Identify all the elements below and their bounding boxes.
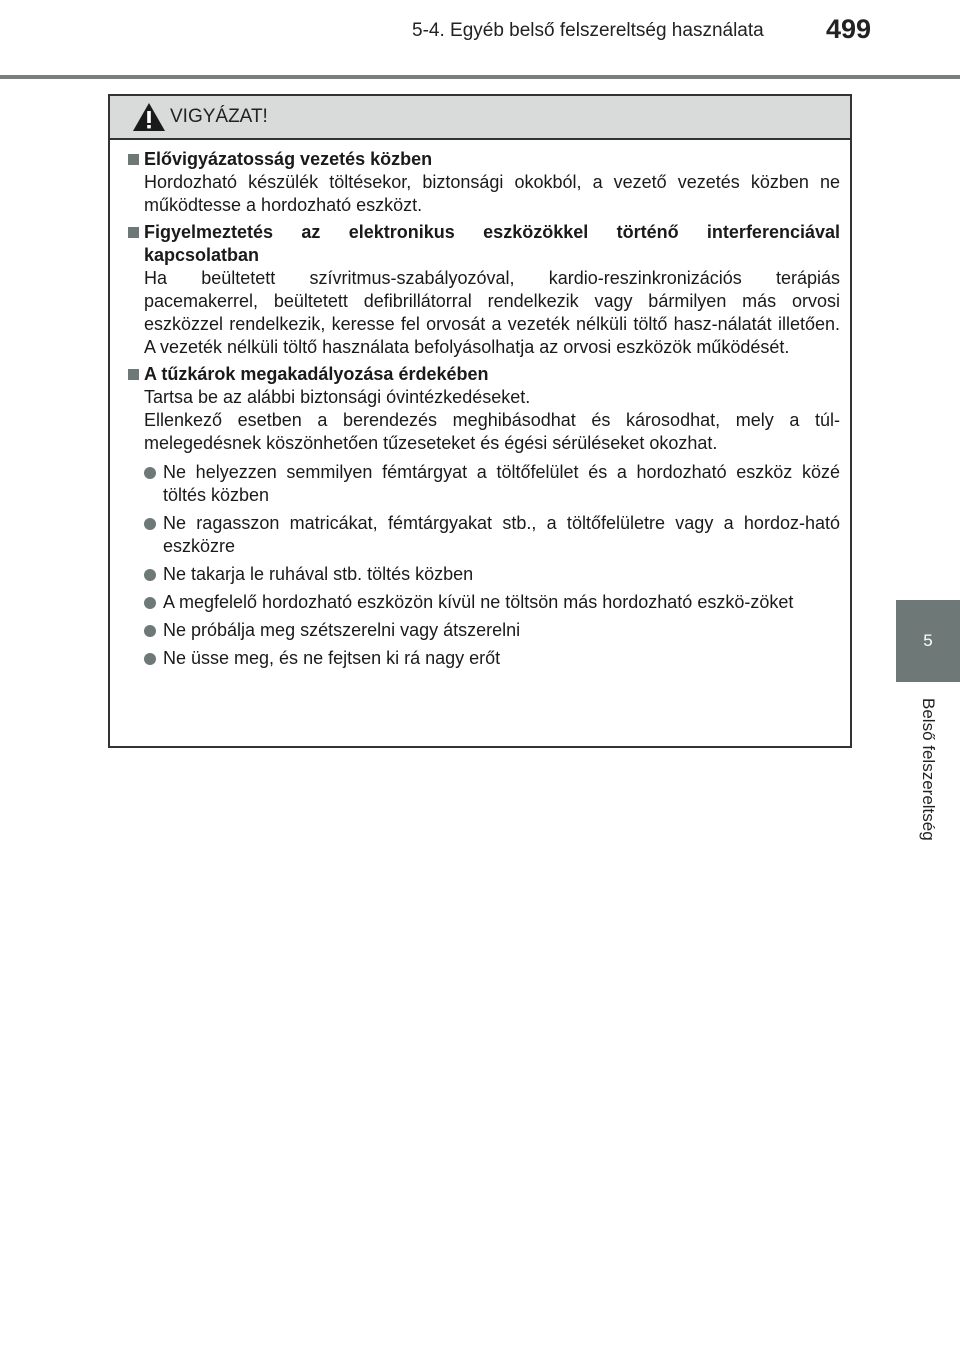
list-item [144,512,840,558]
paragraph: Hordozható készülék töltésekor, biztonsági okokból, a vezető vezetés közben ne működtesse a hordozható eszközt. [144,172,840,215]
chapter-title: Belső felszereltség [919,698,938,841]
round-bullet-icon [144,625,156,637]
square-bullet-icon [128,227,139,238]
list-item [144,563,840,586]
section-title: A tűzkárok megakadályozása érdekében [144,364,489,384]
section-heading [128,363,840,386]
warning-triangle-icon [132,102,166,132]
list-item-text: Ne takarja le ruhával stb. töltés közben [163,564,474,584]
section-fire-prevention [128,363,840,670]
list-item-text: Ne helyezzen semmilyen fémtárgyat a töltőfelület és a hordozható eszköz közé töltés közben [163,462,840,505]
round-bullet-icon [144,569,156,581]
list-item [144,591,840,614]
section-heading [128,148,840,171]
list-item-text: Ne próbálja meg szétszerelni vagy átszerelni [163,620,521,640]
header-divider [0,75,960,79]
square-bullet-icon [128,154,139,165]
round-bullet-icon [144,467,156,479]
list-item-text: Ne ragasszon matricákat, fémtárgyakat stb., a töltőfelületre vagy a hordoz-ható eszközre [163,513,840,556]
section-title: Elővigyázatosság vezetés közben [144,149,433,169]
section-heading [128,221,840,267]
list-item-text: A megfelelő hordozható eszközön kívül ne töltsön más hordozható eszkö-zöket [163,592,794,612]
paragraph: Ellenkező esetben a berendezés meghibásodhat és károsodhat, mely a túl-melegedésnek köszönhetően tűzeseteket és égési sérüléseket okozhat. [144,410,840,453]
list-item [144,647,840,670]
round-bullet-icon [144,518,156,530]
section-driving-precaution [128,148,840,217]
warning-body [110,140,850,670]
list-item-text: Ne üsse meg, és ne fejtsen ki rá nagy erőt [163,648,501,668]
paragraph: Ha beültetett szívritmus-szabályozóval, kardio-reszinkronizációs terápiás pacemakerrel, beültetett defibrillátorral rendelkezik vagy bármilyen más orvosi eszközzel rendelkezik, keresse fel orvosát a vezeték nélküli töltő hasz-nálatát illetően. A vezeték nélküli töltő használata befolyásolhatja az orvosi eszközök működését. [144,268,840,357]
section-interference-warning [128,221,840,359]
section-title: Figyelmeztetés az elektronikus eszközökkel történő interferenciával kapcsolatban [144,222,840,265]
square-bullet-icon [128,369,139,380]
chapter-tab: 5 [896,600,960,682]
warning-box [108,94,852,748]
list-item [144,619,840,642]
warning-title: VIGYÁZAT! [170,106,268,127]
page-number: 499 [826,14,872,44]
round-bullet-icon [144,597,156,609]
warning-header [110,96,850,140]
round-bullet-icon [144,653,156,665]
bullet-list [128,461,840,670]
list-item [144,461,840,507]
running-header: 5-4. Egyéb belső felszereltség használata [412,20,764,41]
paragraph: Tartsa be az alábbi biztonsági óvintézkedéseket. [144,387,531,407]
